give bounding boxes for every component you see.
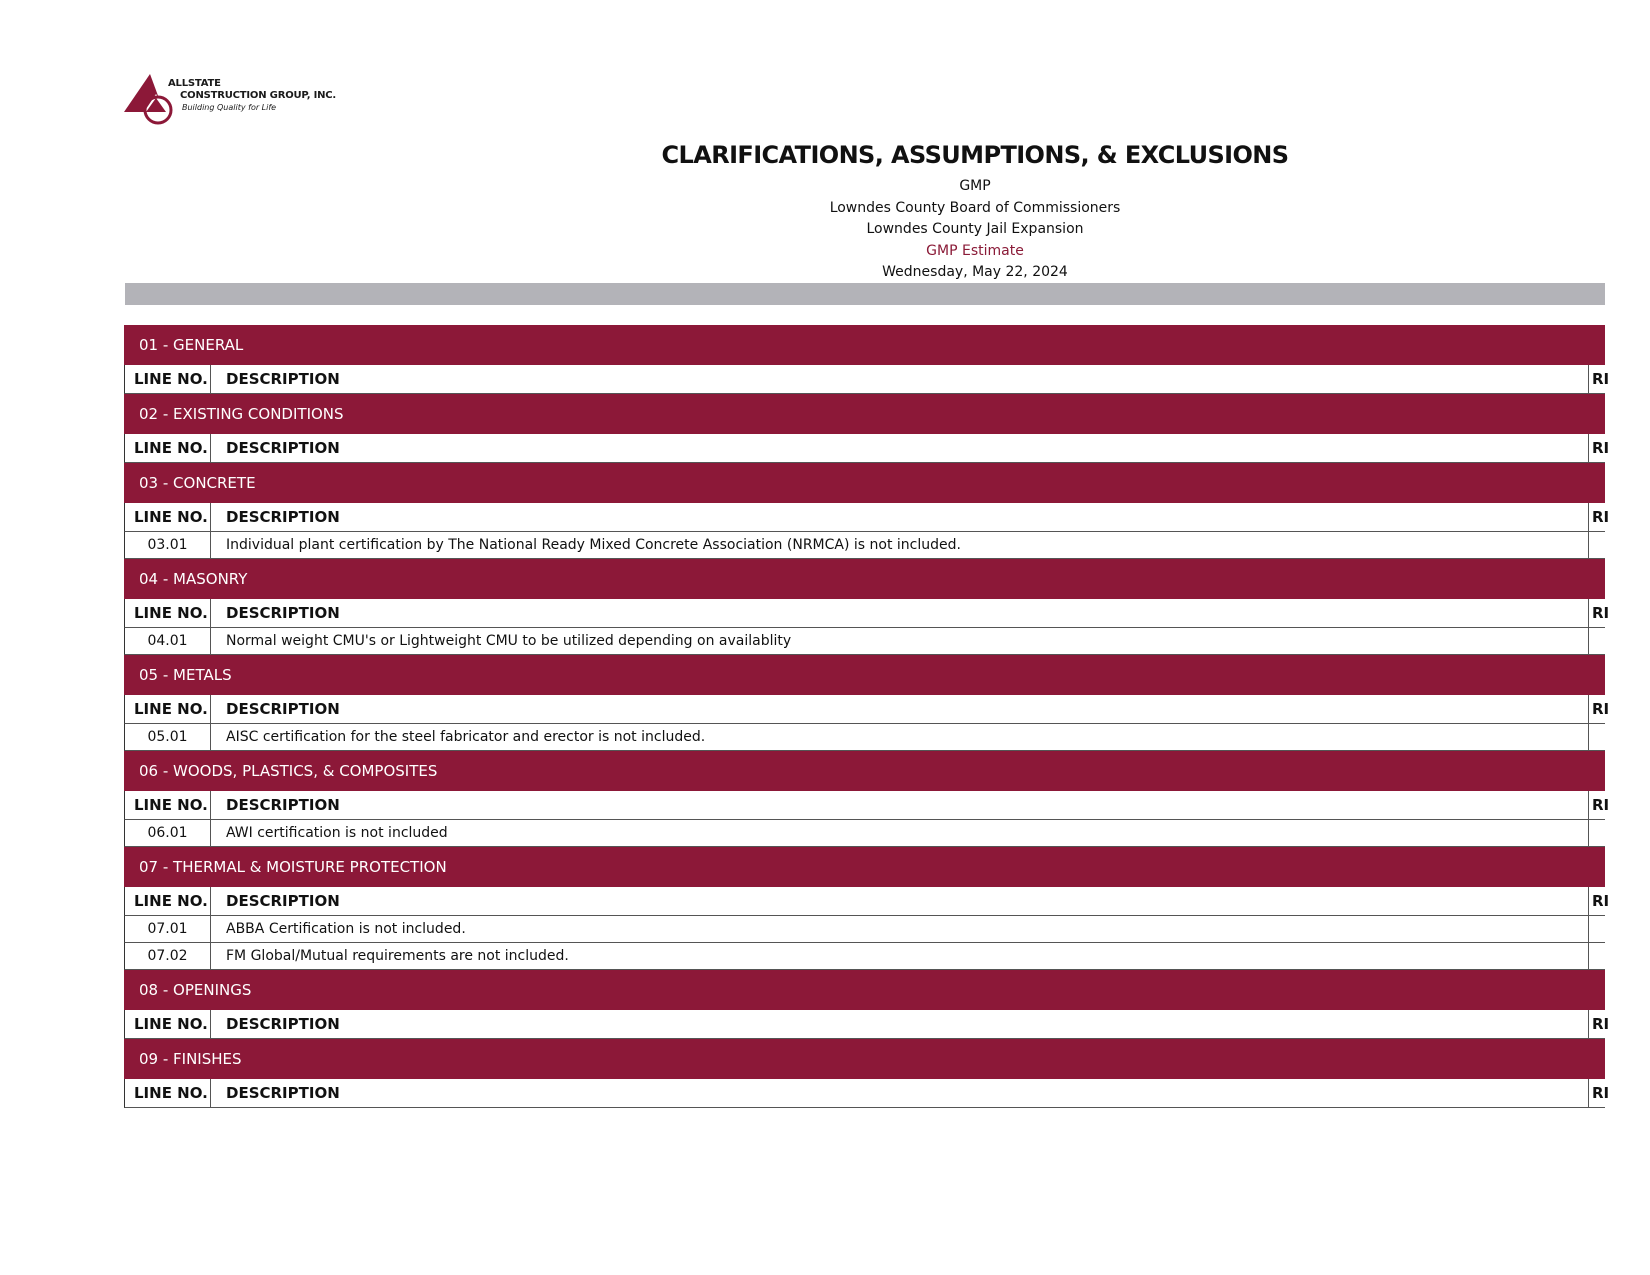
section-header: 05 - METALS — [124, 655, 1605, 695]
description-cell: Individual plant certification by The National Ready Mixed Concrete Association (NRMCA) is not included. — [211, 532, 1589, 558]
column-header-row — [124, 1010, 1610, 1039]
column-header-description: DESCRIPTION — [211, 1079, 1589, 1108]
section-header: 02 - EXISTING CONDITIONS — [124, 394, 1605, 434]
column-header-row — [124, 791, 1610, 820]
column-header-row — [124, 503, 1610, 532]
document-date: Wednesday, May 22, 2024 — [882, 264, 1068, 280]
estimate-type: GMP Estimate — [926, 242, 1024, 259]
truncated-cell — [1589, 628, 1605, 654]
column-header-row — [124, 365, 1610, 394]
column-header-description: DESCRIPTION — [211, 434, 1589, 463]
column-header-line-no: LINE NO. — [125, 1079, 211, 1108]
column-header-row — [124, 887, 1610, 916]
table-row — [124, 532, 1605, 559]
truncated-cell — [1589, 724, 1605, 750]
table-row — [124, 916, 1605, 943]
logo-company-subname: CONSTRUCTION GROUP, INC. — [180, 90, 337, 101]
column-header-line-no: LINE NO. — [125, 791, 211, 820]
truncated-cell — [1589, 532, 1605, 558]
description-cell: FM Global/Mutual requirements are not included. — [211, 943, 1589, 969]
column-header-description: DESCRIPTION — [211, 695, 1589, 724]
column-header-description: DESCRIPTION — [211, 599, 1589, 628]
logo-company-name: ALLSTATE — [168, 78, 221, 89]
document-header — [600, 138, 1350, 284]
document-title: CLARIFICATIONS, ASSUMPTIONS, & EXCLUSIONS — [661, 141, 1289, 169]
project-name: Lowndes County Jail Expansion — [866, 221, 1084, 237]
document-subtitle: GMP — [959, 178, 991, 194]
section-header: 04 - MASONRY — [124, 559, 1605, 599]
section-header: 06 - WOODS, PLASTICS, & COMPOSITES — [124, 751, 1605, 791]
section-header: 08 - OPENINGS — [124, 970, 1605, 1010]
column-header-truncated: RI — [1592, 700, 1610, 718]
description-cell: AWI certification is not included — [211, 820, 1589, 846]
header-divider-band — [125, 283, 1605, 305]
table-row — [124, 724, 1605, 751]
truncated-cell — [1589, 820, 1605, 846]
column-header-truncated: RI — [1592, 1015, 1610, 1033]
description-cell: AISC certification for the steel fabricator and erector is not included. — [211, 724, 1589, 750]
table-row — [124, 628, 1605, 655]
column-header-truncated: RI — [1592, 508, 1610, 526]
column-header-truncated: RI — [1592, 439, 1610, 457]
column-header-truncated: RI — [1592, 370, 1610, 388]
line-number-cell: 05.01 — [125, 724, 211, 750]
section-header: 07 - THERMAL & MOISTURE PROTECTION — [124, 847, 1605, 887]
column-header-description: DESCRIPTION — [211, 1010, 1589, 1039]
column-header-row — [124, 434, 1610, 463]
company-logo — [122, 72, 337, 128]
column-header-truncated: RI — [1592, 796, 1610, 814]
column-header-line-no: LINE NO. — [125, 365, 211, 394]
column-header-line-no: LINE NO. — [125, 887, 211, 916]
column-header-line-no: LINE NO. — [125, 434, 211, 463]
column-header-description: DESCRIPTION — [211, 365, 1589, 394]
column-header-line-no: LINE NO. — [125, 1010, 211, 1039]
truncated-cell — [1589, 916, 1605, 942]
column-header-description: DESCRIPTION — [211, 887, 1589, 916]
section-header: 03 - CONCRETE — [124, 463, 1605, 503]
logo-tagline: Building Quality for Life — [182, 103, 277, 112]
line-number-cell: 07.01 — [125, 916, 211, 942]
column-header-description: DESCRIPTION — [211, 791, 1589, 820]
column-header-description: DESCRIPTION — [211, 503, 1589, 532]
column-header-row — [124, 695, 1610, 724]
table-row — [124, 820, 1605, 847]
column-header-line-no: LINE NO. — [125, 503, 211, 532]
column-header-truncated: RI — [1592, 604, 1610, 622]
line-number-cell: 04.01 — [125, 628, 211, 654]
line-number-cell: 07.02 — [125, 943, 211, 969]
column-header-line-no: LINE NO. — [125, 695, 211, 724]
column-header-line-no: LINE NO. — [125, 599, 211, 628]
table-row — [124, 943, 1605, 970]
column-header-truncated: RI — [1592, 1084, 1610, 1102]
section-header: 09 - FINISHES — [124, 1039, 1605, 1079]
line-number-cell: 06.01 — [125, 820, 211, 846]
truncated-cell — [1589, 943, 1605, 969]
column-header-row — [124, 1079, 1610, 1108]
description-cell: ABBA Certification is not included. — [211, 916, 1589, 942]
column-header-row — [124, 599, 1610, 628]
section-header: 01 - GENERAL — [124, 325, 1605, 365]
sections-table — [124, 325, 1610, 1108]
description-cell: Normal weight CMU's or Lightweight CMU to be utilized depending on availablity — [211, 628, 1589, 654]
column-header-truncated: RI — [1592, 892, 1610, 910]
owner-name: Lowndes County Board of Commissioners — [829, 199, 1121, 216]
line-number-cell: 03.01 — [125, 532, 211, 558]
